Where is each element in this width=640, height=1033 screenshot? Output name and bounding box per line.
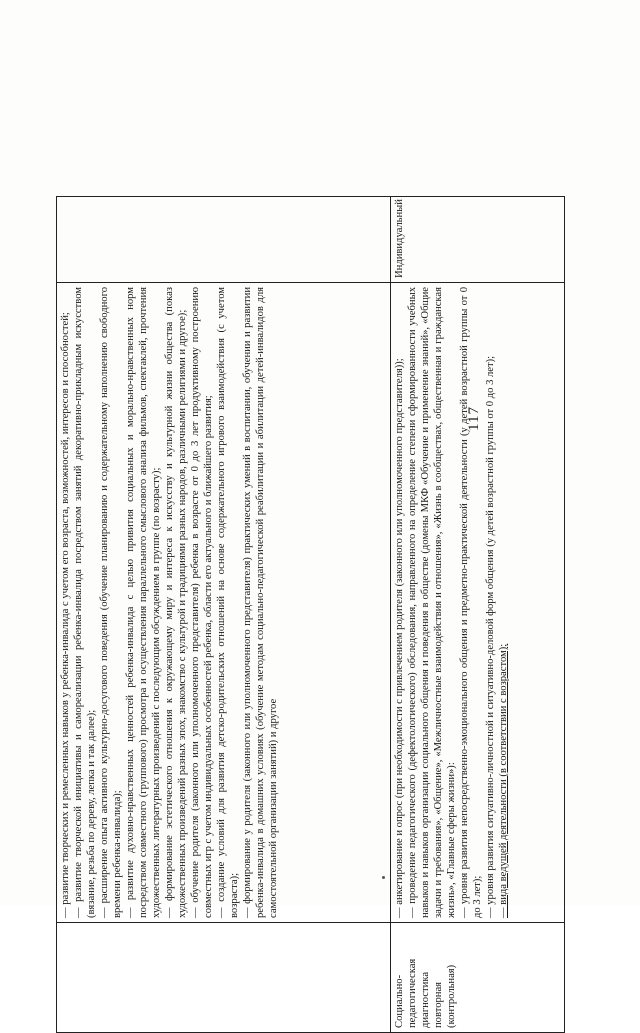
activities-cell [57,283,391,923]
table-row [57,197,391,1033]
list-item: — создание условий для развития детско-родительских отношений на основе содержательного игрового взаимодействия (с учетом возраста); [216,287,241,918]
list-item: — уровня развития непосредственно-эмоционального общения и предметно-практической деятельности (у детей возрастной группы от 0 до 3 лет); [459,287,484,918]
list-item: — проведение педагогического (дефектологического) обследования, направленного на определение степени сформированности учебных навыков и навыков организации социального общения и поведения в обществе (домены МКФ «Обучение и применение знаний», «Общие задачи и требования», «Общение», «Межличностные взаимодействия и отношения», «Жизнь в сообществах, общественная и гражданская жизнь», «Главные сферы жизни»): [407,287,458,918]
table-row [391,197,565,1033]
rotated-table-container [56,197,564,1033]
list-item: — развитие творческой инициативы и самореализации ребенка-инвалида посредством занятий декоративно-прикладным искусством (вязание, резьба по дереву, лепка и так далее); [73,287,98,918]
scan-dot-mark [382,876,385,879]
list-item: — анкетирование и опрос (при необходимости с привлечением родителя (законного или уполномоченного представителя)); [394,358,405,918]
list-item: — формирование у родителя (законного или уполномоченного представителя) практических умений в воспитании, обучении и развитии ребенка-инвалида в домашних условиях (обучение методам социально-педагогической реабилитации и абилитации детей-инвалидов для самостоятельной организации занятий) и другое [242,287,280,918]
list-item: — формирование эстетического отношения к окружающему миру и интереса к искусству и культурной жизни общества (показ художественных произведений разных эпох, знакомство с культурой и традициями разных народов, различными религиями и другое); [164,287,189,918]
list-item: — развитие творческих и ремесленных навыков у ребенка-инвалида с учетом его возраста, возможностей, интересов и способностей; [60,312,71,918]
list-item: — развитие духовно-нравственных ценностей ребенка-инвалида с целью привития социальных и морально-нравственных норм посредством совместного (группового) просмотра и осуществления параллельного смыслового анализа фильмов, спектаклей, прочтения художественных литературных произведений с последующим обсуждением в группе (по возрасту); [125,287,163,918]
list-item: — обучение родителя (законного или уполномоченного представителя) ребенка в возрасте от 0 до 3 лет продуктивному построению совместных игр с учетом индивидуальных особенностей ребенка, области его актуального и ближайшего развития; [190,287,215,918]
list-item: — расширение опыта активного культурно-досугового поведения (обучение планированию и содержательному наполнению свободного времени ребенка-инвалида); [99,287,124,918]
services-table [56,196,565,1033]
type-cell: Индивидуальный [391,197,565,283]
list-item: — вида ведущей деятельности (в соответствии с возрастом); [498,643,510,918]
type-cell [57,197,391,283]
activities-cell [391,283,565,923]
category-cell [57,923,391,1033]
page-number: 117 [465,406,482,431]
category-cell: Социально-педагогическая диагностика повторная (контрольная) [391,923,565,1033]
list-item: — уровня развития ситуативно-личностной и ситуативно-деловой форм общения (у детей возрастной группы от 0 до 3 лет); [485,355,497,918]
